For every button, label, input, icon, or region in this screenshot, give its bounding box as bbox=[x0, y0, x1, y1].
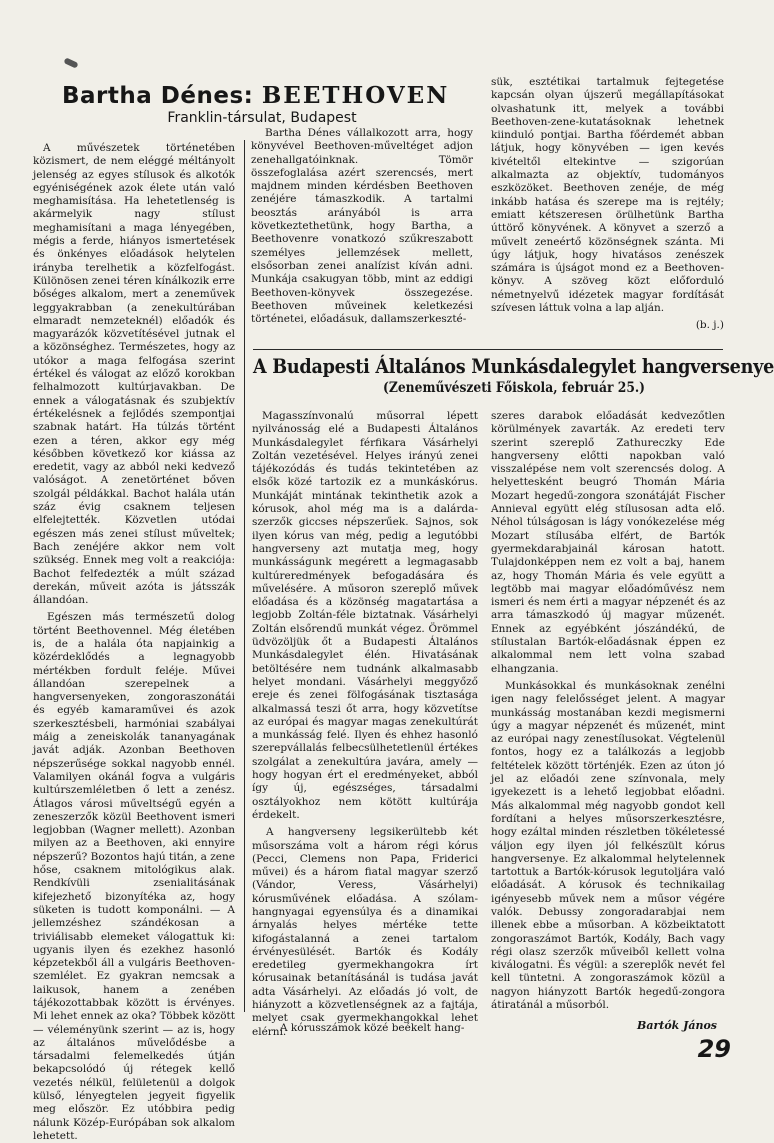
concert-report-subtitle: (Zeneművészeti Főiskola, február 25.) bbox=[383, 380, 646, 396]
concert-last-line: A kórusszámok közé beékelt hang- bbox=[280, 1022, 465, 1034]
review-publisher: Franklin-társulat, Budapest bbox=[167, 110, 357, 126]
review-column-2 bbox=[251, 127, 473, 352]
page-number: 29 bbox=[697, 1035, 731, 1063]
review-paragraph: Bartha Dénes vállalkozott arra, hogy könyvével Beethoven-műveltéget adjon zenehallgatóinknak. Tömör összefoglalása azért szerencsés, mert majdnem minden kérdésben Beethoven zenéjére támaszkodik. A tartalmi beosztás arányából is arra következtethetünk, hogy Bartha, a Beethovenre vonatkozó szűkreszabott személyes jellemzések mellett, elsősorban zenei analízist kíván adni. Munkája csakugyan több, mint az eddigi Beethoven-könyvek összegezése. Beethoven műveinek keletkezési történetei, előadásuk, dallamszerkeszté- bbox=[251, 127, 473, 326]
ink-mark bbox=[63, 57, 78, 68]
concert-report-title: A Budapesti Általános Munkásdalegylet hangversenye bbox=[253, 354, 774, 378]
review-paragraph: A művészetek történetében közismert, de nem eléggé méltányolt jelenség az egyes stílusok és alkotók egyéniségének azok élete után való meghamisítása. Ha lehetetlenség is akármelyik nagy stílust meghamisítani a maga lényegében, mégis a ferde, hiányos ismertetések és önkényes előadások helytelen irányba terelhetik a közfelfogást. Különösen zenei téren kínálkozik erre bőséges alkalom, mert a zeneművek leggyakrabban (a zenekultúrában elmaradt nemzeteknél) előadók és magyarázók közvetítésével jutnak el a közönséghez. Természetes, hogy az utókor a maga felfogása szerint értékel és válogat az előző korokban felhalmozott kultúrjavakban. De ennek a válogatásnak és szubjektív értékelésnek a fejlődés szempontjai szabnak határt. Ha túlzás történt ezen a téren, akkor egy még későbben következő kor kiássa az eredetit, vagy az abból neki kedvező valóságot. A zenetörténet bőven szolgál példákkal. Bachot halála után száz évig csaknem teljesen elfelejtették. Közvetlen utódai egészen más zenei stílust műveltek; Bach zenéjére akkor nem volt szükség. Ennek meg volt a reakciója: Bachot felfedezték a múlt század derekán, műveit azóta is játsszák állandóan. bbox=[33, 142, 235, 607]
column-divider bbox=[244, 140, 245, 1012]
concert-column-3 bbox=[491, 410, 725, 1015]
section-divider bbox=[253, 349, 723, 350]
review-column-1 bbox=[33, 142, 235, 1142]
review-paragraph: sük, esztétikai tartalmuk fejtegetése kapcsán olyan újszerű megállapításokat olvashatunk itt, melyek a további Beethoven-zene-kutatásoknak lehetnek kiinduló pontjai. Bartha főérdemét abban látjuk, hogy könyvében — igen kevés kivételtől eltekintve — szigorúan alkalmazta az objektív, tudományos eszközöket. Beethoven zenéje, de még inkább hatása és szerepe ma is rejtély; emiatt kétszeresen örülhetünk Bartha úttörő könyvének. A könyvet a szerző a művelt zeneértő közönségnek szánta. Mi úgy látjuk, hogy hivatásos zenészek számára is újságot mond ez a Beethoven-könyv. A szöveg közt előforduló németnyelvű idézetek magyar fordítását szívesen láttuk volna a lap alján. bbox=[491, 76, 724, 315]
review-signature: (b. j.) bbox=[695, 319, 724, 332]
review-title bbox=[62, 82, 450, 109]
concert-paragraph: Munkásokkal és munkásoknak zenélni igen nagy felelősséget jelent. A magyar munkásság mostanában kezdi megismerni úgy a magyar népzenét és műzenét, mint az európai nagy zenestílusokat. Végtelenül fontos, hogy ez a találkozás a legjobb feltételek között történjék. Ezen az úton jó jel az előadói zene színvonala, mely igyekezett is a lehető legjobbat előadni. Más alkalommal még nagyobb gondot kell fordítani a helyes műsorszerkesztésre, hogy ezáltal minden részletben tökéletessé váljon egy ilyen jól felkészült kórus hangversenye. Ez alkalommal helytelennek tartottuk a Bartók-kórusok legutoljára való előadását. A kórusok és technikailag igényesebb művek nem a műsor végére valók. Debussy zongoradarabjai nem illenek ebbe a műsorban. A közbeiktatott zongoraszámot Bartók, Kodály, Bach vagy régi olasz szerzők műveiből kellett volna kiválogatni. És végül: a szereplők nevét fel kell tüntetni. A zongoraszámok közül a nagyon hiányzott Bartók hegedű-zongora átiratánál a műsorból. bbox=[491, 679, 725, 1012]
review-column-3 bbox=[491, 76, 724, 346]
review-work-title: BEETHOVEN bbox=[261, 82, 450, 109]
review-author: Bartha Dénes: bbox=[62, 83, 254, 109]
concert-paragraph: szeres darabok előadását kedvezőtlen körülmények zavarták. Az eredeti terv szerint szereplő Zathureczky Ede hangverseny előtti napokban való visszalépése nem volt szerencsés dolog. A helyettesként beugró Thomán Mária Mozart hegedű-zongora szonátáját Fischer Annieval együtt elég stílusosan adta elő. Néhol túlságosan is lágy vonókezelése még Mozart stílusába elfért, de Bartók gyermekdarabjainál károsan hatott. Tulajdonképpen nem ez volt a baj, hanem az, hogy Thomán Mária és vele együtt a legtöbb mai magyar előadóművész nem ismeri és nem érti a magyar népzenét és az arra támaszkodó új magyar műzenét. Ennek az egyébként jószándékú, de stílustalan Bartók-előadásnak éppen ez alkalommal nem lett volna szabad elhangzania. bbox=[491, 410, 725, 675]
concert-signature: Bartók János bbox=[637, 1019, 717, 1032]
review-paragraph: Egészen más természetű dolog történt Beethovennel. Még életében is, de a halála óta napjainkig a közérdeklődés a legnagyobb mértékben fordult feléje. Művei állandóan szerepelnek a hangversenyeken, zongoraszonátái és egyéb kamaraművei és azok szerkesztésbeli, harmóniai szabályai máig a zeneiskolák tananyagának javát adják. Azonban Beethoven népszerűsége sokkal nagyobb ennél. Valamilyen okánál fogva a vulgáris kultúrszemléletben ő lett a zenész. Átlagos városi műveltségű egyén a zeneszerzők közül Beethovent ismeri legjobban (Wagner mellett). Azonban milyen az a Beethoven, aki ennyire népszerű? Bozontos hajú titán, a zene hőse, csaknem mitológikus alak. Rendkívüli zsenialitásának kifejezhető bizonyítéka az, hogy süketen is tudott komponálni. — A jellemzéshez szándékosan a triviálisabb elemeket válogattuk ki: ugyanis ilyen és ezekhez hasonló képzetekből áll a vulgáris Beethoven-szemlélet. Ez gyakran nemcsak a laikusok, hanem a zenében tájékozottabbak között is érvényes. Mi lehet ennek az oka? Többek között — véleményünk szerint — az is, hogy az általános művelődésbe a társadalmi felemelkedés útján bekapcsolódó új rétegek kellő vezetés nélkül, felületenül a dolgok külső, lényegtelen jegyeit figyelik meg először. Ez utóbbira pedig nálunk Közép-Európában sok alkalom lehetett. bbox=[33, 611, 235, 1142]
concert-paragraph: A hangverseny legsikerültebb két műsorszáma volt a három régi kórus (Pecci, Clemens non Papa, Friderici művei) és a három fiatal magyar szerző (Vándor, Veress, Vásárhelyi) kórusművének előadása. A szólam-hangnyagai egyensúlya és a dinamikai árnyalás helyes mértéke tette kifogástalanná a zenei tartalom érvényesülését. Bartók és Kodály eredetileg gyermekhangokra írt kórusainak betanításánál is tudása javát adta Vásárhelyi. Az előadás jó volt, de hiányzott a közvetlenségnek az a fajtája, melyet csak gyermekhangokkal lehet elérni. bbox=[252, 826, 478, 1038]
concert-paragraph: Magasszínvonalú műsorral lépett nyilvánosság elé a Budapesti Általános Munkásdalegylet férfikara Vásárhelyi Zoltán vezetésével. Helyes irányú zenei tájékozódás és tudás tekintetében az elsők közé tartozik ez a munkáskórus. Munkáját mintának tekinthetik azok a kórusok, ahol még ma is a dalárda-szerzők giccses népszerűek. Sajnos, sok ilyen kórus van még, pedig a legutóbbi hangverseny azt mutatja meg, hogy munkásságunk megérett a legmagasabb kultúreredmények befogadására és művelésére. A műsoron szereplő művek előadása és a közönség magatartása a legjobb Zoltán-féle biztatnak. Vásárhelyi Zoltán elsőrendű munkát végez. Örömmel üdvözöljük őt a Budapesti Általános Munkásdalegylet élén. Hivatásának betöltésére nem tudnánk alkalmasabb helyet mondani. Vásárhelyi meggyőző ereje és zenei fölfogásának tisztasága alkalmassá teszi őt arra, hogy közvetítse az európai és magyar magas zenekultúrát a munkásság felé. Ilyen és ehhez hasonló szerepvállalás felbecsülhetetlenül értékes szolgálat a zenekultúra javára, amely — hogy hogyan ért el eredményeket, abból így új, egészséges, társadalmi osztályokhoz nem kötött kultúrája érdekelt. bbox=[252, 410, 478, 821]
